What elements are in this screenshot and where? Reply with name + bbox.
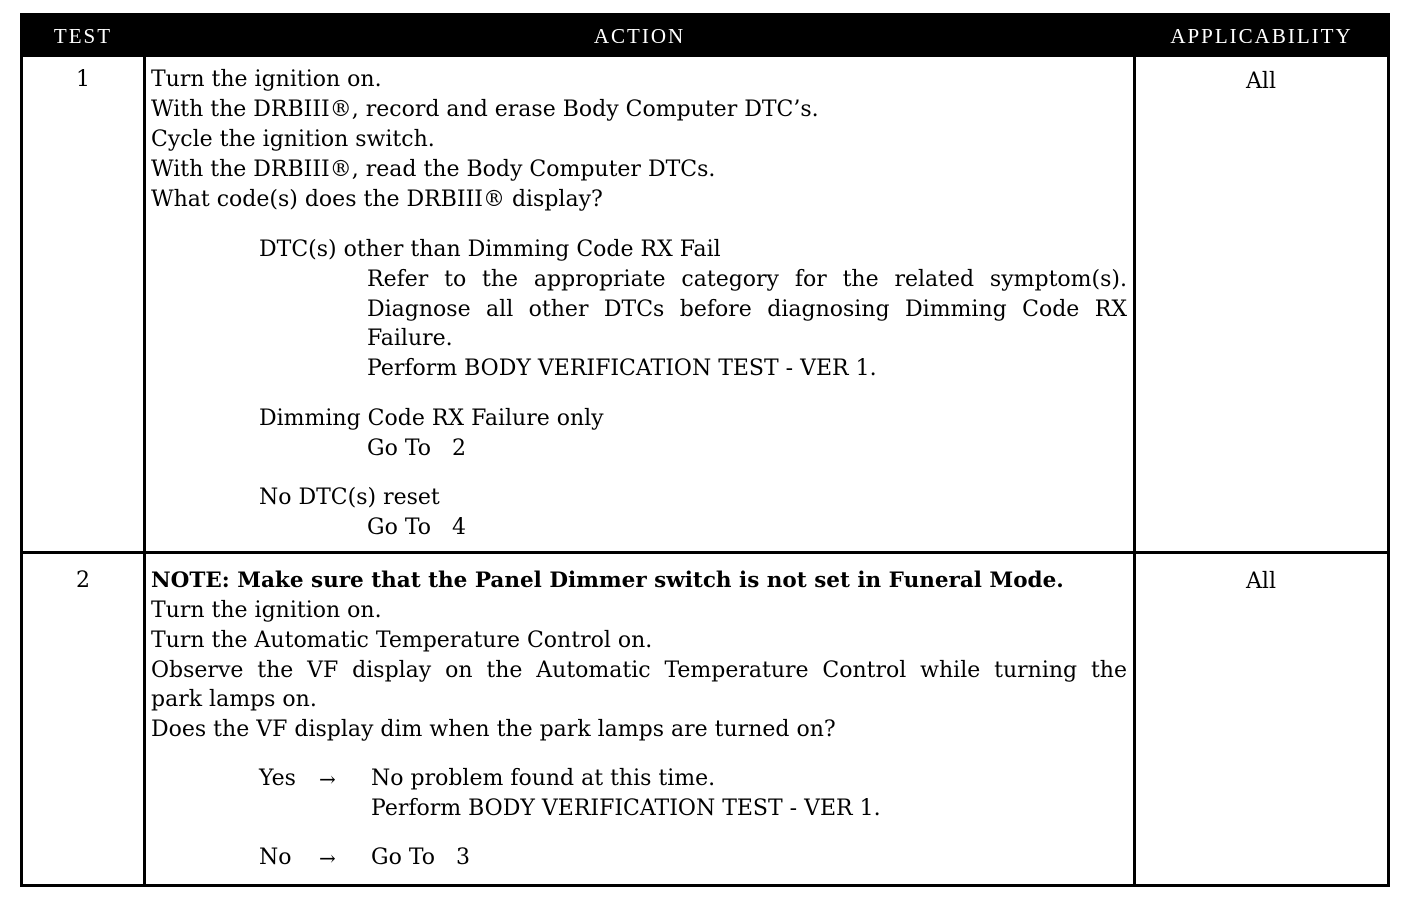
- outcome-condition: No DTC(s) reset: [259, 485, 440, 510]
- outcome-action-line: Perform BODY VERIFICATION TEST - VER 1.: [371, 796, 881, 821]
- instruction-line: park lamps on.: [151, 687, 317, 712]
- outcome-action-line: Refer to the appropriate category for the related symptom(s).: [367, 267, 1127, 292]
- instruction-line: Cycle the ignition switch.: [151, 127, 435, 152]
- instruction-line: Turn the ignition on.: [151, 67, 382, 92]
- applicability-value: All: [1246, 569, 1276, 594]
- header-applicability: APPLICABILITY: [1170, 24, 1353, 48]
- arrow-right-icon: →: [319, 846, 336, 870]
- row-divider: [23, 551, 1387, 554]
- column-divider: [1133, 57, 1136, 884]
- instruction-line: With the DRBIII®, record and erase Body Computer DTC’s.: [151, 97, 819, 122]
- outcome-action-line: Perform BODY VERIFICATION TEST - VER 1.: [367, 356, 877, 381]
- instruction-line: Turn the ignition on.: [151, 598, 382, 623]
- instruction-line: What code(s) does the DRBIII® display?: [151, 187, 603, 212]
- outcome-condition: No: [259, 845, 292, 870]
- instruction-line: Does the VF display dim when the park lamps are turned on?: [151, 717, 836, 742]
- column-divider: [143, 57, 146, 884]
- outcome-action-line: No problem found at this time.: [371, 766, 716, 791]
- diagnostic-test-table: [20, 13, 1390, 887]
- note-line: NOTE: Make sure that the Panel Dimmer switch is not set in Funeral Mode.: [151, 568, 1064, 593]
- goto-instruction: Go To 3: [371, 845, 470, 870]
- outcome-condition: DTC(s) other than Dimming Code RX Fail: [259, 237, 721, 262]
- outcome-condition: Yes: [259, 766, 296, 791]
- arrow-right-icon: →: [319, 767, 336, 791]
- header-test: TEST: [53, 24, 113, 48]
- outcome-condition: Dimming Code RX Failure only: [259, 406, 604, 431]
- test-number: 2: [76, 568, 90, 593]
- instruction-line: With the DRBIII®, read the Body Computer DTCs.: [151, 157, 716, 182]
- table-header: [23, 16, 1387, 57]
- header-action: ACTION: [593, 24, 686, 48]
- goto-instruction: Go To 4: [367, 515, 466, 540]
- outcome-action-line: Diagnose all other DTCs before diagnosing Dimming Code RX: [367, 297, 1127, 322]
- instruction-line: Turn the Automatic Temperature Control on.: [151, 628, 653, 653]
- outcome-action-line: Failure.: [367, 326, 453, 351]
- goto-instruction: Go To 2: [367, 436, 466, 461]
- applicability-value: All: [1246, 69, 1276, 94]
- instruction-line: Observe the VF display on the Automatic Temperature Control while turning the: [151, 658, 1127, 683]
- test-number: 1: [76, 67, 90, 92]
